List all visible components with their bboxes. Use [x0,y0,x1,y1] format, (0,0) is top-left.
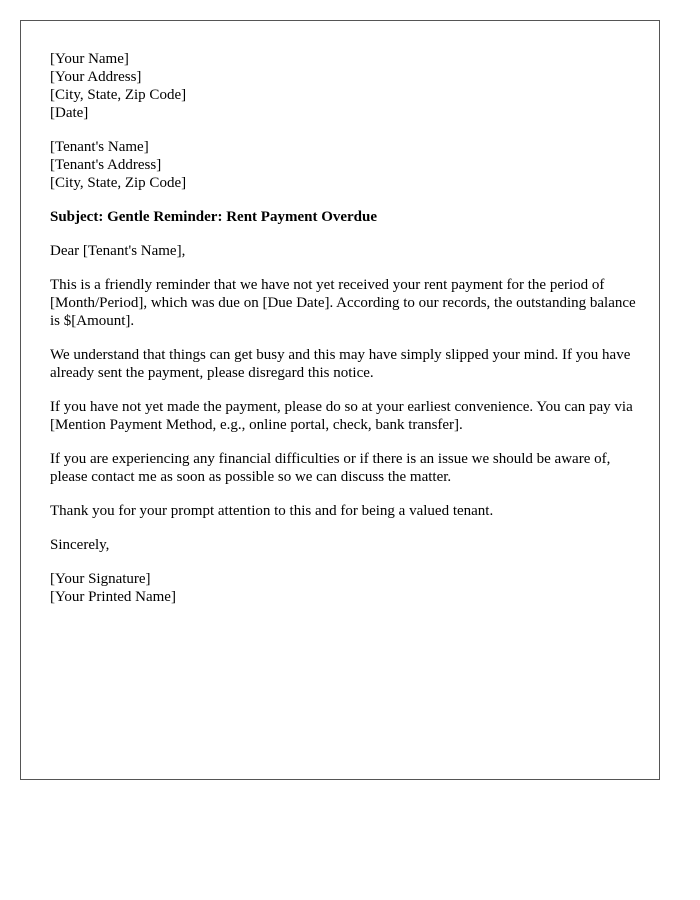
signature-block [50,570,640,606]
recipient-city-state-zip: [City, State, Zip Code] [50,175,187,191]
sender-name: [Your Name] [50,51,129,67]
salutation: Dear [Tenant's Name], [50,243,186,259]
letter-content [50,50,640,622]
recipient-address: [Tenant's Address] [50,157,162,173]
recipient-name: [Tenant's Name] [50,139,149,155]
body-paragraph-2: We understand that things can get busy and this may have simply slipped your mind. If you have already sent the payment, please disregard this notice. [50,347,631,381]
recipient-block [50,138,640,192]
body-paragraph-5: Thank you for your prompt attention to this and for being a valued tenant. [50,503,494,519]
letter-date: [Date] [50,105,89,121]
letter-page [20,20,660,780]
subject-line: Subject: Gentle Reminder: Rent Payment Overdue [50,209,378,225]
closing: Sincerely, [50,537,110,553]
body-paragraph-4: If you are experiencing any financial difficulties or if there is an issue we should be aware of, please contact me as soon as possible so we can discuss the matter. [50,451,611,485]
sender-city-state-zip: [City, State, Zip Code] [50,87,187,103]
printed-name: [Your Printed Name] [50,589,176,605]
signature: [Your Signature] [50,571,151,587]
body-paragraph-3: If you have not yet made the payment, please do so at your earliest convenience. You can pay via [Mention Payment Method, e.g., online portal, check, bank transfer]. [50,399,633,433]
sender-address: [Your Address] [50,69,142,85]
body-paragraph-1: This is a friendly reminder that we have not yet received your rent payment for the period of [Month/Period], which was due on [Due Date]. According to our records, the outstanding balance is $[Amount]. [50,277,636,329]
sender-block [50,50,640,122]
